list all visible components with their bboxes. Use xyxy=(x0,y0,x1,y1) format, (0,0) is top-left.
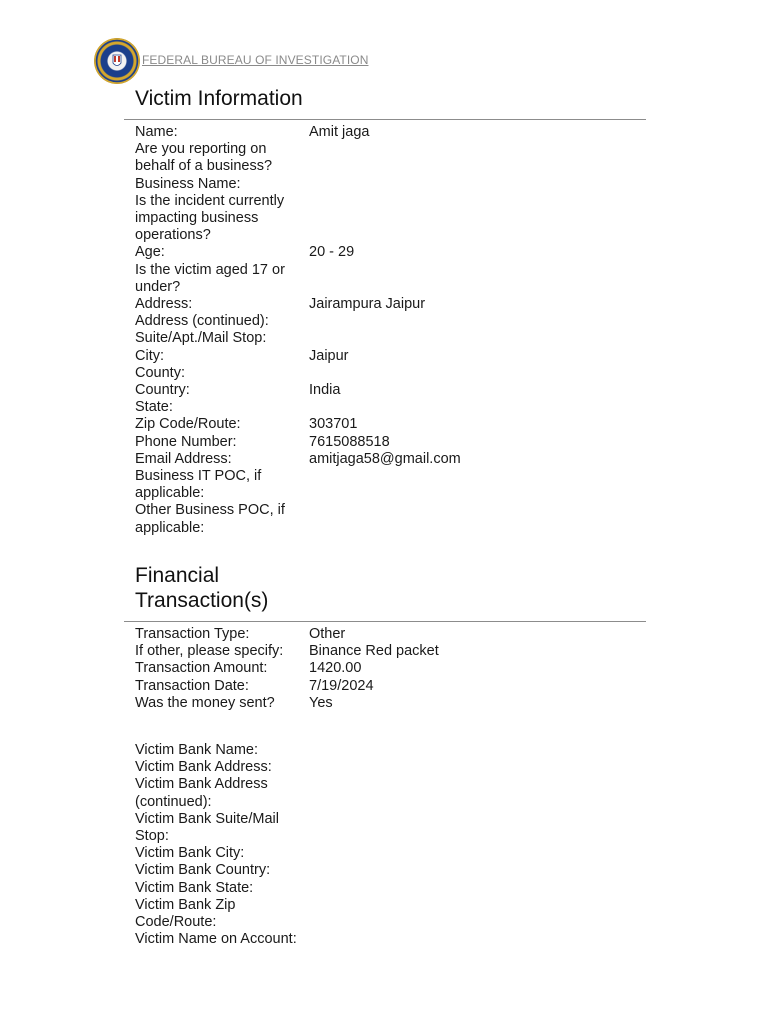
field-value: Amit jaga xyxy=(309,124,370,140)
field-value: Other xyxy=(309,626,346,642)
field-label: Is the incident currently impacting business operations? xyxy=(135,192,285,244)
field-label: Age: xyxy=(135,244,165,261)
field-value xyxy=(309,313,646,330)
field-label: Name: xyxy=(135,124,178,140)
field-label: Victim Bank Name: xyxy=(135,742,259,759)
field-value xyxy=(309,897,646,931)
field-row xyxy=(135,468,646,502)
field-value xyxy=(309,365,646,382)
field-row xyxy=(135,365,646,382)
field-row xyxy=(135,330,646,347)
field-value xyxy=(309,502,646,536)
field-label: Suite/Apt./Mail Stop: xyxy=(135,330,267,347)
field-value xyxy=(309,742,646,759)
field-label: Victim Bank City: xyxy=(135,845,245,862)
field-label: Address (continued): xyxy=(135,313,269,330)
field-value xyxy=(309,776,646,810)
field-label: Are you reporting on behalf of a business? xyxy=(135,141,273,175)
field-value xyxy=(309,262,646,296)
field-row xyxy=(135,502,646,536)
field-label: Transaction Date: xyxy=(135,677,249,694)
field-value xyxy=(309,862,646,879)
field-row xyxy=(135,742,646,759)
field-row xyxy=(135,897,646,931)
field-label: Transaction Amount: xyxy=(135,660,268,677)
field-row xyxy=(135,399,646,416)
field-label: City: xyxy=(135,347,164,364)
field-row xyxy=(135,313,646,330)
field-row xyxy=(135,382,646,399)
field-label: If other, please specify: xyxy=(135,643,284,660)
page-header xyxy=(94,38,368,84)
field-row xyxy=(135,643,646,660)
field-value: 7/19/2024 xyxy=(309,677,374,694)
field-row xyxy=(135,776,646,810)
victim-fields xyxy=(124,120,646,537)
field-row xyxy=(135,193,646,245)
field-row xyxy=(135,244,646,261)
field-row xyxy=(135,176,646,193)
field-value xyxy=(309,141,646,175)
field-label: Other Business POC, if applicable: xyxy=(135,502,285,536)
field-row xyxy=(135,759,646,776)
field-value xyxy=(309,176,646,193)
field-label: Victim Name on Account: xyxy=(135,931,297,948)
field-row xyxy=(135,678,646,695)
financial-transactions-section xyxy=(124,563,646,948)
field-label: Victim Bank Suite/Mail Stop: xyxy=(135,810,279,845)
field-row xyxy=(135,695,646,712)
section-title-line-2: Transaction(s) xyxy=(135,589,269,612)
field-row xyxy=(135,416,646,433)
field-row xyxy=(135,931,646,948)
field-row xyxy=(135,862,646,879)
field-row xyxy=(135,811,646,845)
field-value: Yes xyxy=(309,694,333,711)
section-title-line-1: Financial xyxy=(135,564,220,587)
field-value: Jaipur xyxy=(309,347,349,364)
field-label: Victim Bank Address: xyxy=(135,759,272,776)
section-title xyxy=(124,563,646,613)
field-value: India xyxy=(309,382,341,399)
field-row xyxy=(135,880,646,897)
agency-link[interactable]: FEDERAL BUREAU OF INVESTIGATION xyxy=(142,53,369,67)
field-row xyxy=(135,660,646,677)
field-value: 303701 xyxy=(309,416,358,433)
field-label: Zip Code/Route: xyxy=(135,416,241,433)
field-value xyxy=(309,759,646,776)
field-label: Address: xyxy=(135,296,193,313)
field-label: Business Name: xyxy=(135,175,241,192)
field-label: Country: xyxy=(135,382,190,399)
field-row xyxy=(135,845,646,862)
field-value xyxy=(309,330,646,347)
field-value xyxy=(309,811,646,845)
field-row xyxy=(135,626,646,643)
spacer xyxy=(135,712,646,742)
field-value: Binance Red packet xyxy=(309,643,439,660)
field-row xyxy=(135,141,646,175)
field-value: 1420.00 xyxy=(309,660,362,677)
field-label: Is the victim aged 17 or under? xyxy=(135,261,285,295)
field-value xyxy=(309,468,646,502)
financial-fields xyxy=(124,622,646,948)
field-value: Jairampura Jaipur xyxy=(309,296,426,313)
field-value xyxy=(309,193,646,245)
field-label: Victim Bank Zip Code/Route: xyxy=(135,896,236,931)
field-value: 20 - 29 xyxy=(309,244,355,261)
field-label: Was the money sent? xyxy=(135,694,275,711)
field-value xyxy=(309,399,646,416)
field-label: State: xyxy=(135,399,173,416)
field-label: Victim Bank State: xyxy=(135,879,254,896)
field-label: Email Address: xyxy=(135,450,232,467)
field-row xyxy=(135,124,646,141)
victim-information-section xyxy=(124,86,646,537)
field-label: Victim Bank Country: xyxy=(135,862,271,879)
fbi-seal-icon xyxy=(94,38,140,84)
field-value xyxy=(309,845,646,862)
field-value xyxy=(309,880,646,897)
field-row xyxy=(135,348,646,365)
field-label: Phone Number: xyxy=(135,433,237,450)
field-value: amitjaga58@gmail.com xyxy=(309,450,461,467)
field-value: 7615088518 xyxy=(309,433,390,450)
field-label: Victim Bank Address (continued): xyxy=(135,776,268,810)
field-label: Business IT POC, if applicable: xyxy=(135,468,262,502)
section-title: Victim Information xyxy=(135,87,303,110)
field-label: County: xyxy=(135,364,185,381)
field-value xyxy=(309,931,646,948)
field-row xyxy=(135,434,646,451)
field-row xyxy=(135,296,646,313)
field-row xyxy=(135,262,646,296)
field-label: Transaction Type: xyxy=(135,626,250,642)
field-row xyxy=(135,451,646,468)
